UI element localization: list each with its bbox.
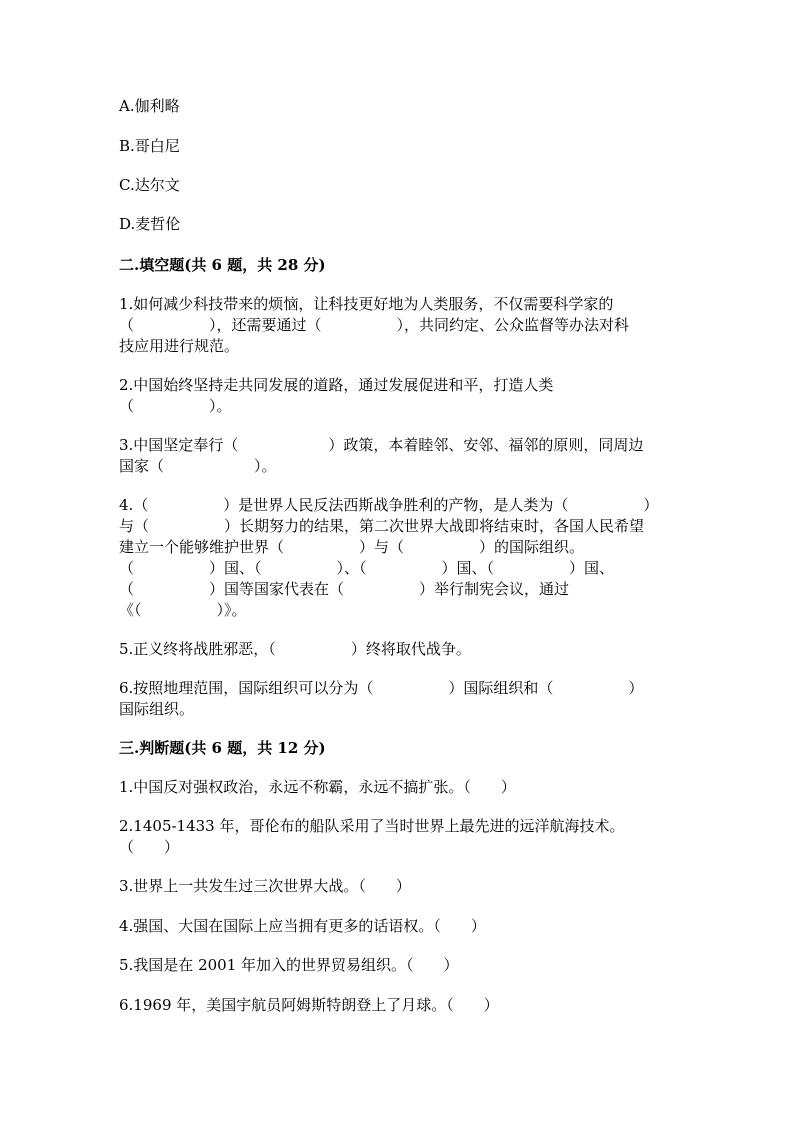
option-a: A.伽利略: [119, 97, 180, 115]
fill-q2-line: 2.中国始终坚持走共同发展的道路，通过发展促进和平，打造人类: [119, 376, 554, 394]
fill-q4-line: （ ）国、（ ）、（ ）国、（ ）国、: [119, 559, 615, 577]
fill-q1-line: 1.如何减少科技带来的烦恼，让科技更好地为人类服务，不仅需要科学家的: [119, 295, 614, 313]
fill-q2-line: （ ）。: [119, 397, 232, 415]
fill-q4-line: 《（ ）》。: [119, 601, 247, 619]
fill-section-heading: 二.填空题(共 6 题，共 28 分): [119, 256, 326, 274]
fill-q6-line: 国际组织。: [119, 700, 195, 718]
fill-q4-line: （ ）国等国家代表在（ ）举行制宪会议，通过: [119, 580, 570, 598]
judge-q5-line: 5.我国是在 2001 年加入的世界贸易组织。（ ）: [119, 956, 459, 974]
fill-q4-line: 4.（ ）是世界人民反法西斯战争胜利的产物，是人类为（ ）: [119, 496, 659, 514]
option-b: B.哥白尼: [119, 137, 180, 155]
judge-q1-line: 1.中国反对强权政治，永远不称霸，永远不搞扩张。（ ）: [119, 778, 516, 796]
fill-q6-line: 6.按照地理范围，国际组织可以分为（ ）国际组织和（ ）: [119, 679, 644, 697]
fill-q1-line: 技应用进行规范。: [119, 337, 240, 355]
fill-q5-line: 5.正义终将战胜邪恶，（ ）终将取代战争。: [119, 640, 471, 658]
fill-q3-line: 国家（ ）。: [119, 457, 277, 475]
judge-q4-line: 4.强国、大国在国际上应当拥有更多的话语权。（ ）: [119, 917, 486, 935]
fill-q1-line: （ ），还需要通过（ ），共同约定、公众监督等办法对科: [119, 316, 630, 334]
judge-q3-line: 3.世界上一共发生过三次世界大战。（ ）: [119, 877, 411, 895]
judge-q2-line: 2.1405-1433 年，哥伦布的船队采用了当时世界上最先进的远洋航海技术。: [119, 817, 625, 835]
option-c: C.达尔文: [119, 176, 180, 194]
fill-q3-line: 3.中国坚定奉行（ ）政策，本着睦邻、安邻、福邻的原则，同周边: [119, 436, 644, 454]
judge-q2-line: （ ）: [119, 838, 180, 856]
fill-q4-line: 建立一个能够维护世界（ ）与（ ）的国际组织。: [119, 538, 585, 556]
judge-q6-line: 6.1969 年，美国宇航员阿姆斯特朗登上了月球。（ ）: [119, 996, 499, 1014]
judge-section-heading: 三.判断题(共 6 题，共 12 分): [119, 739, 326, 757]
fill-q4-line: 与（ ）长期努力的结果，第二次世界大战即将结束时，各国人民希望: [119, 517, 645, 535]
option-d: D.麦哲伦: [119, 215, 181, 233]
